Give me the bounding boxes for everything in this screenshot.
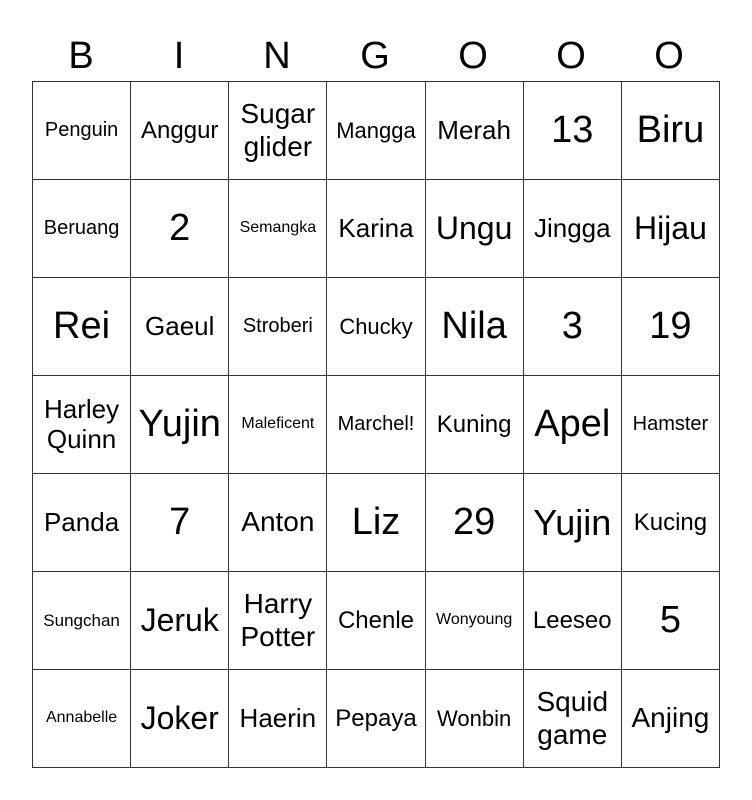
bingo-cell[interactable]: Kucing: [622, 474, 720, 572]
bingo-cell[interactable]: Joker: [131, 670, 229, 768]
bingo-cell[interactable]: Biru: [622, 82, 720, 180]
bingo-cell[interactable]: Hamster: [622, 376, 720, 474]
bingo-cell[interactable]: Panda: [33, 474, 131, 572]
bingo-cell[interactable]: Wonbin: [426, 670, 524, 768]
bingo-cell[interactable]: Jingga: [524, 180, 622, 278]
header-letter: G: [360, 35, 390, 77]
bingo-cell[interactable]: 5: [622, 572, 720, 670]
bingo-cell[interactable]: Jeruk: [131, 572, 229, 670]
header-letter: N: [263, 35, 291, 77]
bingo-cell[interactable]: 3: [524, 278, 622, 376]
bingo-cell[interactable]: Karina: [327, 180, 425, 278]
bingo-cell[interactable]: Mangga: [327, 82, 425, 180]
bingo-cell[interactable]: Apel: [524, 376, 622, 474]
bingo-cell[interactable]: Sugar glider: [229, 82, 327, 180]
bingo-cell[interactable]: Beruang: [33, 180, 131, 278]
bingo-cell[interactable]: Harry Potter: [229, 572, 327, 670]
bingo-cell[interactable]: Semangka: [229, 180, 327, 278]
bingo-cell[interactable]: Haerin: [229, 670, 327, 768]
bingo-cell[interactable]: Merah: [426, 82, 524, 180]
bingo-cell[interactable]: Chucky: [327, 278, 425, 376]
header-letter: O: [458, 35, 488, 77]
bingo-cell[interactable]: Anton: [229, 474, 327, 572]
bingo-cell[interactable]: Penguin: [33, 82, 131, 180]
bingo-cell[interactable]: Stroberi: [229, 278, 327, 376]
header-letter: B: [68, 35, 94, 77]
bingo-cell[interactable]: Harley Quinn: [33, 376, 131, 474]
bingo-cell[interactable]: Leeseo: [524, 572, 622, 670]
bingo-cell[interactable]: Nila: [426, 278, 524, 376]
bingo-cell[interactable]: Annabelle: [33, 670, 131, 768]
bingo-board: [32, 81, 720, 768]
header-letter: O: [654, 35, 684, 77]
bingo-cell[interactable]: 13: [524, 82, 622, 180]
header-letter: O: [556, 35, 586, 77]
bingo-cell[interactable]: Rei: [33, 278, 131, 376]
bingo-cell[interactable]: Squid game: [524, 670, 622, 768]
bingo-cell[interactable]: Sungchan: [33, 572, 131, 670]
bingo-cell[interactable]: Pepaya: [327, 670, 425, 768]
header-letter: I: [173, 35, 185, 77]
bingo-cell[interactable]: 19: [622, 278, 720, 376]
bingo-cell[interactable]: Marchel!: [327, 376, 425, 474]
bingo-cell[interactable]: Wonyoung: [426, 572, 524, 670]
bingo-cell[interactable]: Anggur: [131, 82, 229, 180]
bingo-cell[interactable]: Chenle: [327, 572, 425, 670]
bingo-cell[interactable]: 7: [131, 474, 229, 572]
bingo-cell[interactable]: Kuning: [426, 376, 524, 474]
bingo-cell[interactable]: Yujin: [131, 376, 229, 474]
bingo-cell[interactable]: Gaeul: [131, 278, 229, 376]
bingo-cell[interactable]: Yujin: [524, 474, 622, 572]
bingo-cell[interactable]: 2: [131, 180, 229, 278]
bingo-cell[interactable]: 29: [426, 474, 524, 572]
bingo-cell[interactable]: Hijau: [622, 180, 720, 278]
bingo-cell[interactable]: Anjing: [622, 670, 720, 768]
bingo-header: [32, 30, 720, 82]
bingo-cell[interactable]: Maleficent: [229, 376, 327, 474]
bingo-cell[interactable]: Ungu: [426, 180, 524, 278]
bingo-cell[interactable]: Liz: [327, 474, 425, 572]
